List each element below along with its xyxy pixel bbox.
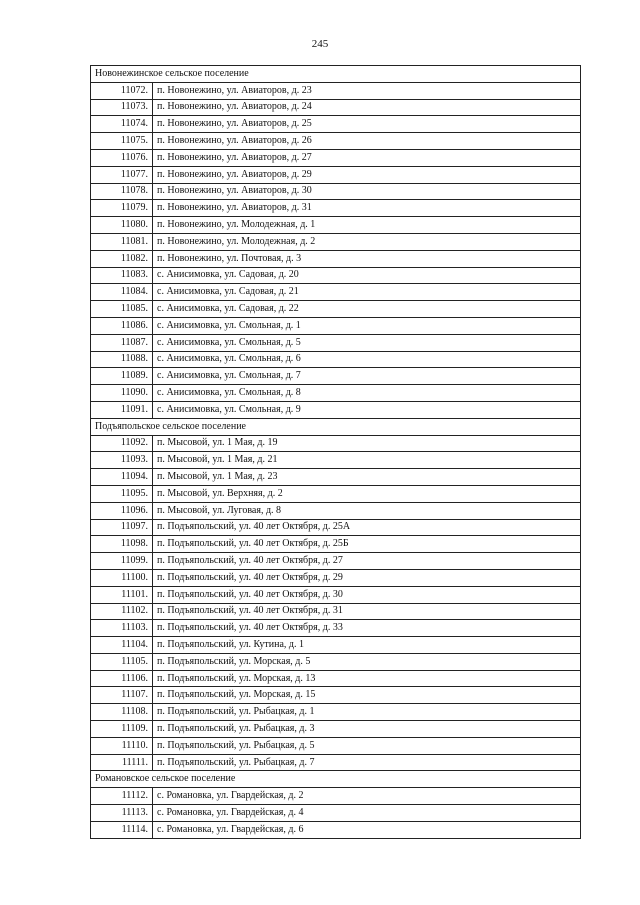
table-row <box>91 603 581 620</box>
address-table <box>90 65 581 839</box>
section-title: Подъяпольское сельское поселение <box>91 418 581 435</box>
row-number: 11086. <box>91 317 153 334</box>
row-number: 11090. <box>91 385 153 402</box>
row-number: 11112. <box>91 788 153 805</box>
row-address: п. Подъяпольский, ул. 40 лет Октября, д. 25А <box>153 519 581 536</box>
row-address: с. Анисимовка, ул. Смольная, д. 6 <box>153 351 581 368</box>
row-address: с. Романовка, ул. Гвардейская, д. 4 <box>153 805 581 822</box>
row-address: п. Мысовой, ул. Верхняя, д. 2 <box>153 485 581 502</box>
table-row <box>91 569 581 586</box>
table-row <box>91 687 581 704</box>
row-address: с. Анисимовка, ул. Садовая, д. 20 <box>153 267 581 284</box>
table-row <box>91 670 581 687</box>
address-table-body <box>91 66 581 839</box>
row-number: 11107. <box>91 687 153 704</box>
row-number: 11094. <box>91 469 153 486</box>
row-address: п. Новонежино, ул. Авиаторов, д. 27 <box>153 149 581 166</box>
row-number: 11105. <box>91 653 153 670</box>
row-address: п. Новонежино, ул. Молодежная, д. 1 <box>153 217 581 234</box>
row-address: п. Подъяпольский, ул. Рыбацкая, д. 5 <box>153 737 581 754</box>
row-number: 11093. <box>91 452 153 469</box>
row-address: п. Подъяпольский, ул. 40 лет Октября, д. 33 <box>153 620 581 637</box>
table-row <box>91 166 581 183</box>
row-address: п. Мысовой, ул. 1 Мая, д. 23 <box>153 469 581 486</box>
row-address: п. Подъяпольский, ул. 40 лет Октября, д. 27 <box>153 553 581 570</box>
row-address: п. Мысовой, ул. 1 Мая, д. 21 <box>153 452 581 469</box>
row-number: 11082. <box>91 250 153 267</box>
row-address: п. Новонежино, ул. Авиаторов, д. 30 <box>153 183 581 200</box>
row-address: п. Подъяпольский, ул. Рыбацкая, д. 3 <box>153 721 581 738</box>
row-number: 11089. <box>91 368 153 385</box>
row-number: 11095. <box>91 485 153 502</box>
row-address: п. Подъяпольский, ул. Рыбацкая, д. 1 <box>153 704 581 721</box>
row-address: п. Новонежино, ул. Авиаторов, д. 29 <box>153 166 581 183</box>
row-address: п. Новонежино, ул. Молодежная, д. 2 <box>153 233 581 250</box>
row-number: 11077. <box>91 166 153 183</box>
row-number: 11098. <box>91 536 153 553</box>
row-number: 11111. <box>91 754 153 771</box>
table-row <box>91 788 581 805</box>
row-number: 11074. <box>91 116 153 133</box>
table-row <box>91 620 581 637</box>
table-row <box>91 200 581 217</box>
table-row <box>91 133 581 150</box>
table-row <box>91 821 581 838</box>
page-number: 245 <box>311 38 329 50</box>
row-address: п. Подъяпольский, ул. Морская, д. 15 <box>153 687 581 704</box>
row-number: 11079. <box>91 200 153 217</box>
row-number: 11099. <box>91 553 153 570</box>
row-address: с. Анисимовка, ул. Смольная, д. 9 <box>153 401 581 418</box>
row-address: с. Анисимовка, ул. Смольная, д. 1 <box>153 317 581 334</box>
row-number: 11078. <box>91 183 153 200</box>
row-number: 11109. <box>91 721 153 738</box>
table-row <box>91 385 581 402</box>
row-number: 11083. <box>91 267 153 284</box>
row-number: 11072. <box>91 82 153 99</box>
table-row <box>91 401 581 418</box>
table-row <box>91 82 581 99</box>
row-address: п. Новонежино, ул. Авиаторов, д. 31 <box>153 200 581 217</box>
table-row <box>91 704 581 721</box>
table-row <box>91 250 581 267</box>
row-address: с. Анисимовка, ул. Смольная, д. 7 <box>153 368 581 385</box>
table-row <box>91 183 581 200</box>
row-number: 11075. <box>91 133 153 150</box>
row-address: п. Подъяпольский, ул. 40 лет Октября, д. 31 <box>153 603 581 620</box>
row-number: 11101. <box>91 586 153 603</box>
table-row <box>91 469 581 486</box>
table-row <box>91 502 581 519</box>
row-address: п. Подъяпольский, ул. Морская, д. 13 <box>153 670 581 687</box>
section-title: Новонежинское сельское поселение <box>91 66 581 83</box>
row-number: 11092. <box>91 435 153 452</box>
row-number: 11081. <box>91 233 153 250</box>
table-row <box>91 519 581 536</box>
row-address: п. Подъяпольский, ул. Кутина, д. 1 <box>153 637 581 654</box>
row-number: 11084. <box>91 284 153 301</box>
row-address: п. Мысовой, ул. 1 Мая, д. 19 <box>153 435 581 452</box>
table-row <box>91 267 581 284</box>
table-row <box>91 435 581 452</box>
table-row <box>91 149 581 166</box>
table-row <box>91 317 581 334</box>
row-address: п. Новонежино, ул. Авиаторов, д. 25 <box>153 116 581 133</box>
row-address: п. Новонежино, ул. Авиаторов, д. 26 <box>153 133 581 150</box>
table-row <box>91 351 581 368</box>
row-address: с. Анисимовка, ул. Садовая, д. 22 <box>153 301 581 318</box>
table-row <box>91 452 581 469</box>
row-number: 11091. <box>91 401 153 418</box>
table-row <box>91 217 581 234</box>
row-number: 11102. <box>91 603 153 620</box>
row-address: с. Анисимовка, ул. Садовая, д. 21 <box>153 284 581 301</box>
row-number: 11106. <box>91 670 153 687</box>
table-row <box>91 284 581 301</box>
section-header-row <box>91 418 581 435</box>
row-number: 11104. <box>91 637 153 654</box>
table-row <box>91 754 581 771</box>
row-number: 11076. <box>91 149 153 166</box>
row-number: 11085. <box>91 301 153 318</box>
table-row <box>91 586 581 603</box>
row-number: 11080. <box>91 217 153 234</box>
row-address: с. Анисимовка, ул. Смольная, д. 5 <box>153 334 581 351</box>
row-address: п. Новонежино, ул. Авиаторов, д. 23 <box>153 82 581 99</box>
row-number: 11110. <box>91 737 153 754</box>
table-row <box>91 653 581 670</box>
row-address: п. Подъяпольский, ул. Морская, д. 5 <box>153 653 581 670</box>
table-row <box>91 233 581 250</box>
section-header-row <box>91 771 581 788</box>
table-row <box>91 637 581 654</box>
row-number: 11097. <box>91 519 153 536</box>
row-number: 11087. <box>91 334 153 351</box>
table-row <box>91 553 581 570</box>
table-row <box>91 301 581 318</box>
row-address: п. Новонежино, ул. Авиаторов, д. 24 <box>153 99 581 116</box>
row-address: с. Анисимовка, ул. Смольная, д. 8 <box>153 385 581 402</box>
section-header-row <box>91 66 581 83</box>
row-number: 11113. <box>91 805 153 822</box>
table-row <box>91 99 581 116</box>
table-row <box>91 368 581 385</box>
row-address: п. Новонежино, ул. Почтовая, д. 3 <box>153 250 581 267</box>
row-address: п. Подъяпольский, ул. 40 лет Октября, д. 25Б <box>153 536 581 553</box>
section-title: Романовское сельское поселение <box>91 771 581 788</box>
row-number: 11103. <box>91 620 153 637</box>
row-address: п. Подъяпольский, ул. Рыбацкая, д. 7 <box>153 754 581 771</box>
row-number: 11088. <box>91 351 153 368</box>
table-row <box>91 485 581 502</box>
row-number: 11096. <box>91 502 153 519</box>
table-row <box>91 536 581 553</box>
table-row <box>91 721 581 738</box>
row-number: 11108. <box>91 704 153 721</box>
row-address: п. Подъяпольский, ул. 40 лет Октября, д. 29 <box>153 569 581 586</box>
row-number: 11073. <box>91 99 153 116</box>
row-address: с. Романовка, ул. Гвардейская, д. 2 <box>153 788 581 805</box>
row-address: п. Подъяпольский, ул. 40 лет Октября, д. 30 <box>153 586 581 603</box>
table-row <box>91 116 581 133</box>
row-address: с. Романовка, ул. Гвардейская, д. 6 <box>153 821 581 838</box>
table-row <box>91 805 581 822</box>
table-row <box>91 334 581 351</box>
row-number: 11100. <box>91 569 153 586</box>
row-number: 11114. <box>91 821 153 838</box>
table-row <box>91 737 581 754</box>
row-address: п. Мысовой, ул. Луговая, д. 8 <box>153 502 581 519</box>
